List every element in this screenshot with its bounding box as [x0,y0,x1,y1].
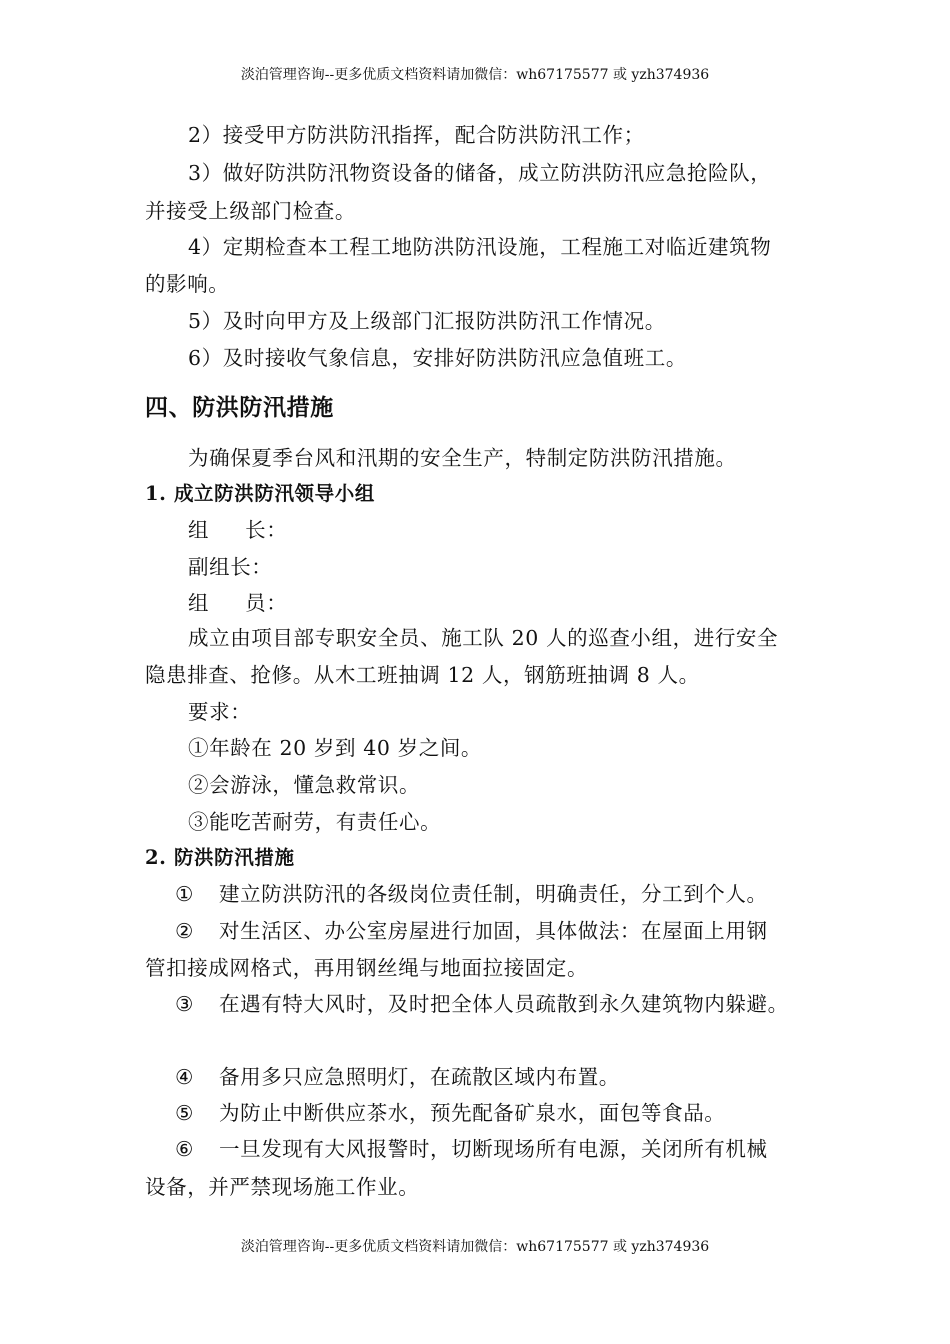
measure-text: 备用多只应急照明灯，在疏散区域内布置。 [219,1065,620,1089]
measure-number: ⑥ [175,1137,194,1161]
subsection-heading: 2. 防洪防汛措施 [145,846,295,869]
measure-number: ⑤ [175,1101,194,1125]
page-footer: 淡泊管理咨询--更多优质文档资料请加微信：wh67175577 或 yzh374936 [240,1239,710,1255]
measure-text: 为防止中断供应茶水，预先配备矿泉水，面包等食品。 [219,1101,726,1125]
requirements-label: 要求： [188,700,252,724]
duty-line: 并接受上级部门检查。 [145,199,356,223]
subsection-heading: 1. 成立防洪防汛领导小组 [145,482,375,505]
duty-line: 4）定期检查本工程工地防洪防汛设施，工程施工对临近建筑物 [188,235,772,259]
measure-number: ① [175,882,194,906]
measure-item [175,1136,768,1162]
measure-number: ④ [175,1065,194,1089]
member-line [188,590,287,616]
team-paragraph: 成立由项目部专职安全员、施工队 20 人的巡查小组，进行安全 [188,626,779,650]
duty-line: 的影响。 [145,272,230,296]
measure-text: 一旦发现有大风报警时，切断现场所有电源，关闭所有机械 [219,1137,768,1161]
measure-text: 对生活区、办公室房屋进行加固，具体做法：在屋面上用钢 [219,919,768,943]
measure-item [175,881,768,907]
duty-line: 6）及时接收气象信息，安排好防洪防汛应急值班工。 [188,346,687,370]
measure-text-cont: 设备，并严禁现场施工作业。 [145,1175,420,1199]
duty-line: 2）接受甲方防洪防汛指挥，配合防洪防汛工作； [188,123,645,147]
page-header: 淡泊管理咨询--更多优质文档资料请加微信：wh67175577 或 yzh374936 [240,67,710,83]
section-intro: 为确保夏季台风和汛期的安全生产，特制定防洪防汛措施。 [188,446,737,470]
team-paragraph: 隐患排查、抢修。从木工班抽调 12 人，钢筋班抽调 8 人。 [145,663,700,687]
deputy-line: 副组长： [188,555,273,579]
measure-item [175,918,768,944]
measure-number: ③ [175,992,194,1016]
measure-item [175,991,789,1017]
measure-number: ② [175,919,194,943]
requirement-item: ③能吃苦耐劳，有责任心。 [188,810,442,834]
measure-item [175,1064,620,1090]
measure-item [175,1100,725,1126]
requirement-item: ①年龄在 20 岁到 40 岁之间。 [188,736,483,760]
duty-line: 5）及时向甲方及上级部门汇报防洪防汛工作情况。 [188,309,666,333]
duty-line: 3）做好防洪防汛物资设备的储备，成立防洪防汛应急抢险队， [188,161,772,185]
requirement-item: ②会游泳，懂急救常识。 [188,773,421,797]
measure-text-cont: 管扣接成网格式，再用钢丝绳与地面拉接固定。 [145,956,589,980]
leader-label-a: 组 [188,518,210,542]
measure-text: 在遇有特大风时，及时把全体人员疏散到永久建筑物内躲避。 [219,992,789,1016]
leader-label-b: 长： [245,518,288,542]
leader-line [188,517,287,543]
section-heading: 四、防洪防汛措施 [145,394,334,421]
measure-text: 建立防洪防汛的各级岗位责任制，明确责任，分工到个人。 [219,882,768,906]
member-label-b: 员： [245,591,288,615]
member-label-a: 组 [188,591,210,615]
